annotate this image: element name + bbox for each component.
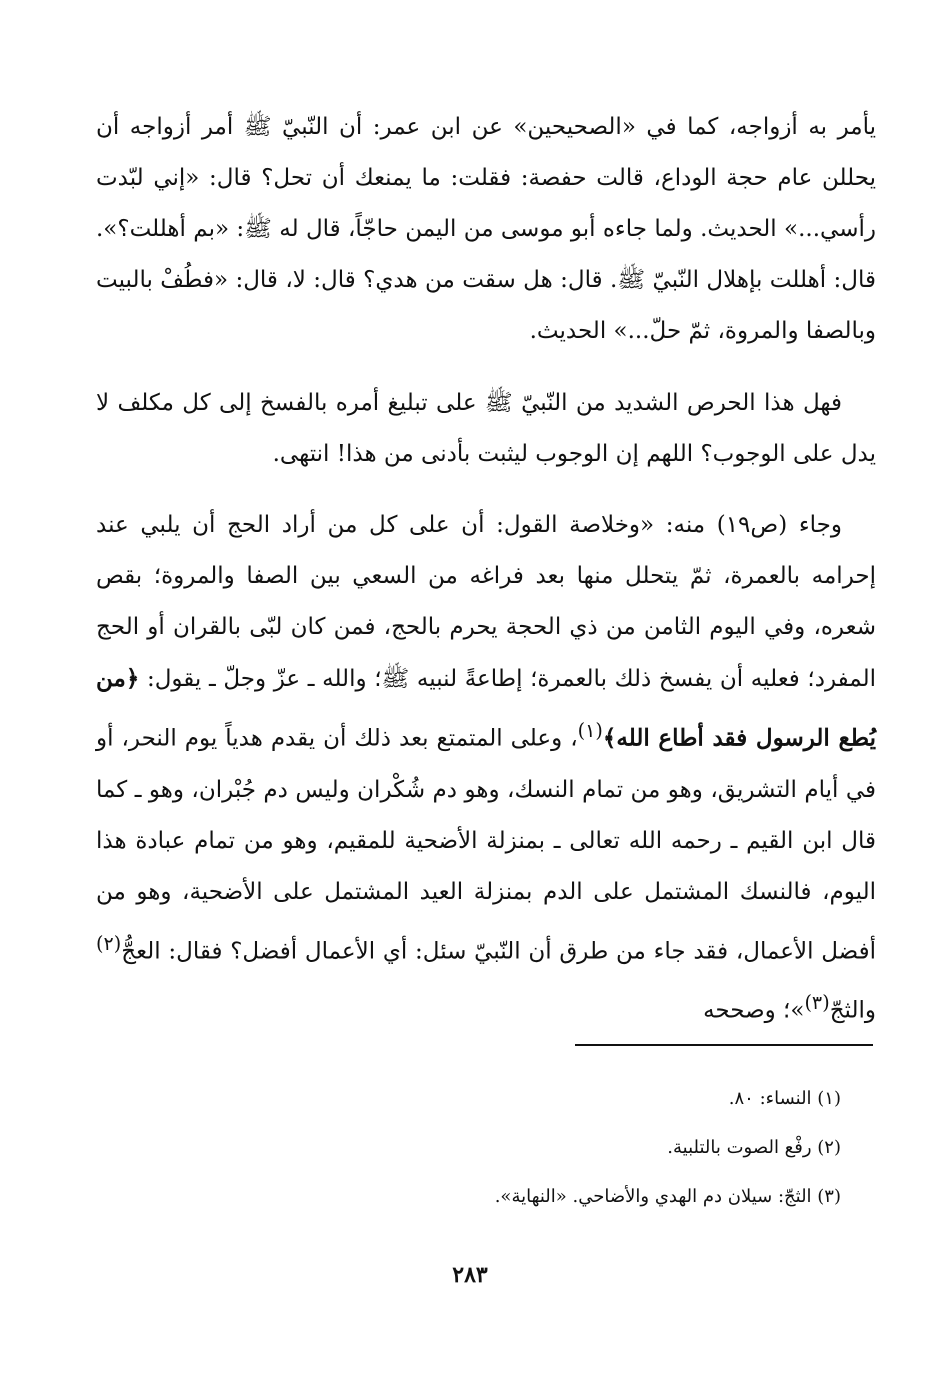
paragraph-3-text	[96, 500, 876, 1037]
footnote-ref-1: (١)	[577, 719, 603, 742]
footnote-ref-3: (٣)	[804, 991, 830, 1015]
paragraph-1-text: يأمر به أزواجه، كما في «الصحيحين» عن ابن عمر: أن النّبيّ ﷺ أمر أزواجه أن يحللن عام حجة الوداع، قالت حفصة: فقلت: ما يمنعك أن تحل؟ قال: «إني لبّدت رأسي...» الحديث. ولما جاءه أبو موسى من اليمن حاجّاً، قال له ﷺ: «بم أهللت؟». قال: أهللت بإهلال النّبيّ ﷺ. قال: هل سقت من هدي؟ قال: لا، قال: «فطُفْ بالبيت وبالصفا والمروة، ثمّ حلّ...» الحديث.	[96, 114, 876, 344]
page-number: ٢٨٣	[452, 1262, 488, 1288]
paragraph-3	[96, 500, 876, 1037]
footnote-ref-2: (٢)	[96, 931, 122, 955]
paragraph-3-middle: ، وعلى المتمتع بعد ذلك أن يقدم هدياً يوم النحر، أو في أيام التشريق، وهو من تمام النسك، وهو دم شُكْران وليس دم جُبْران، وهو ـ كما قال ابن القيم ـ رحمه الله تعالى ـ بمنزلة الأضحية للمقيم، وهو من تمام عبادة هذا اليوم، فالنسك المشتمل على الدم بمنزلة العيد المشتمل على الأضحية، وهو من أفضل الأعمال، فقد جاء من طرق أن النّبيّ سئل: أي الأعمال أفضل؟ فقال: العجُّ	[96, 725, 876, 965]
paragraph-3-end: »؛ وصححه	[703, 997, 805, 1024]
footnote-3: (٣) الثجّ: سيلان دم الهدي والأضاحي. «النهاية».	[494, 1186, 841, 1207]
paragraph-3-between: والثجّ	[829, 997, 876, 1024]
footnote-1: (١) النساء: ٨٠.	[728, 1088, 841, 1109]
paragraph-1	[96, 102, 876, 357]
paragraph-3-opening: وجاء (ص١٩) منه: «وخلاصة القول: أن على كل من أراد الحج أن يلبي عند إحرامه بالعمرة، ثمّ يتحلل منها بعد فراغه من السعي بين الصفا والمروة؛ بقص شعره، وفي اليوم الثامن من ذي الحجة يحرم بالحج، فمن كان لبّى بالقران أو الحج المفرد؛ فعليه أن يفسخ ذلك بالعمرة؛ إطاعةً لنبيه ﷺ؛ والله ـ عزّ وجلّ ـ يقول:	[96, 512, 876, 692]
footnotes	[96, 1074, 841, 1221]
paragraph-2-text: فهل هذا الحرص الشديد من النّبيّ ﷺ على تبليغ أمره بالفسخ إلى كل مكلف لا يدل على الوجوب؟ اللهم إن الوجوب ليثبت بأدنى من هذا! انتهى.	[96, 390, 876, 467]
quranic-verse: ﴿من يُطع الرسول فقد أطاع الله﴾	[96, 665, 876, 752]
paragraph-2	[96, 378, 876, 480]
footnote-2: (٢) رفْع الصوت بالتلبية.	[667, 1137, 841, 1158]
footnote-separator	[575, 1044, 873, 1046]
